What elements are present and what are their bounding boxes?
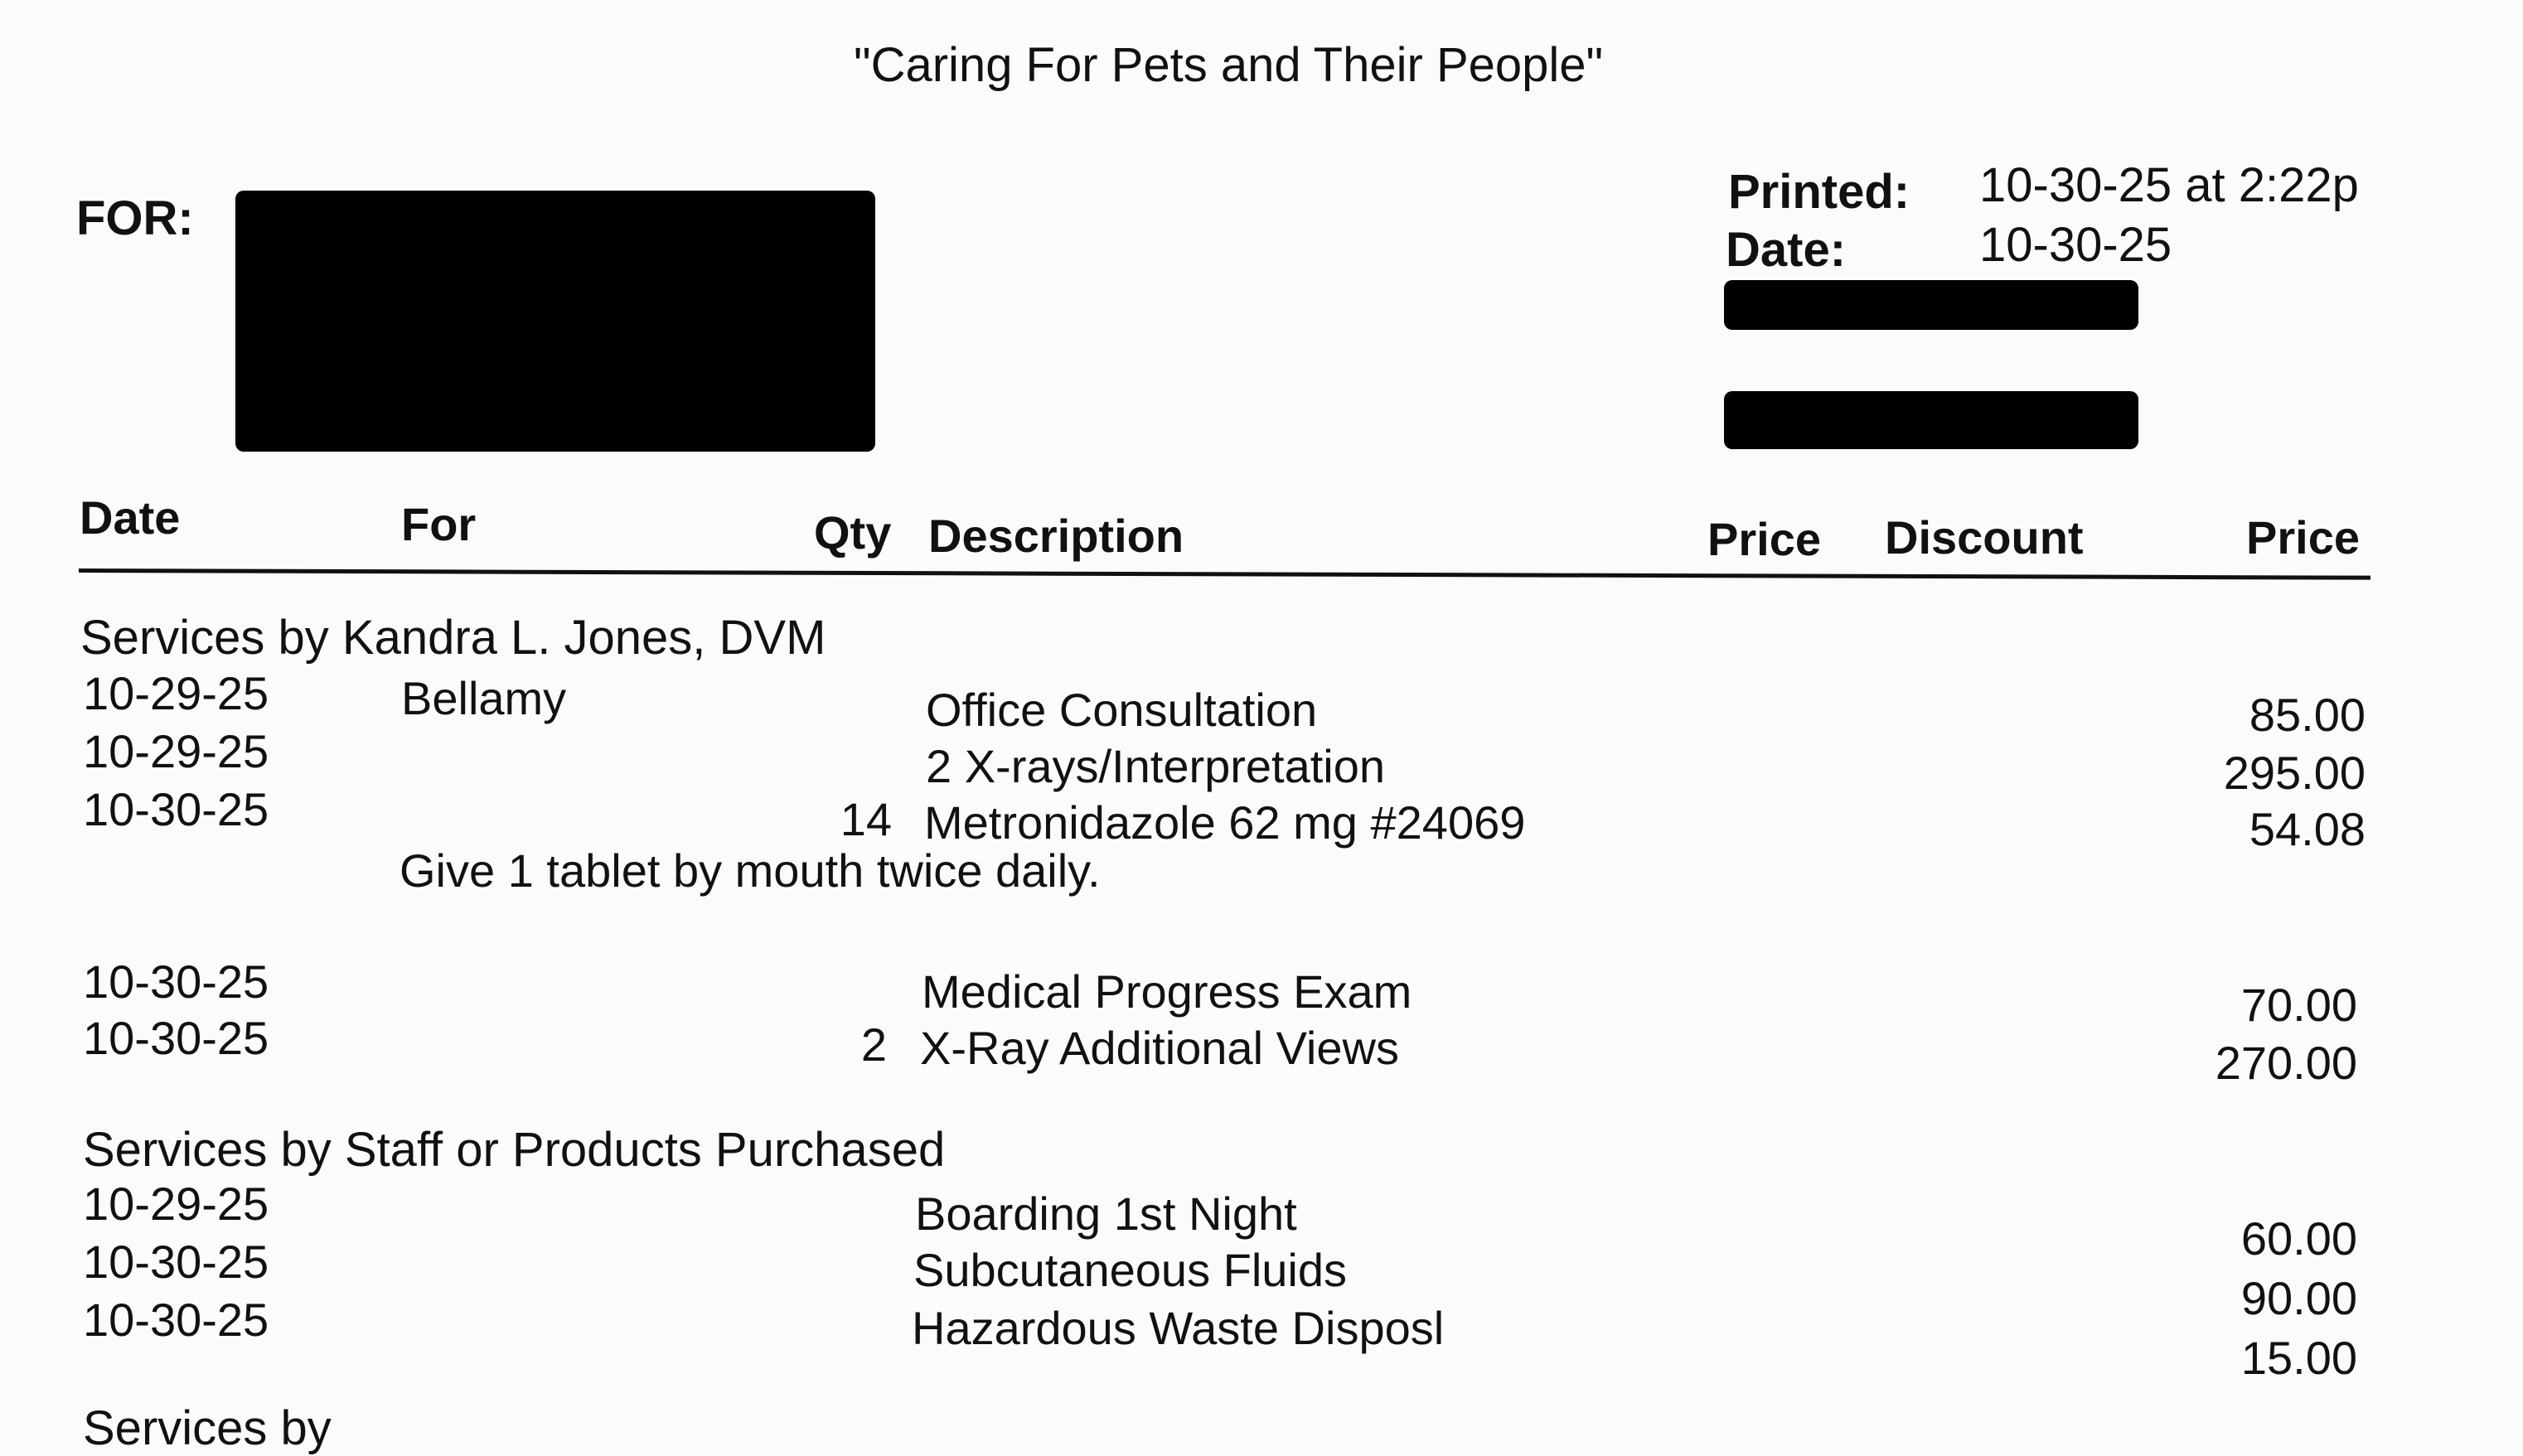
row-amount: 85.00 [2249,689,2366,741]
col-header-price: Price [1707,513,1821,565]
row-date: 10-30-25 [83,1236,269,1288]
printed-label: Printed: [1728,165,1910,219]
header-rule [79,568,2370,580]
row-amount: 90.00 [2240,1272,2357,1324]
row-description: X-Ray Additional Views [920,1022,1399,1074]
row-amount: 270.00 [2215,1037,2357,1089]
row-description: Subcutaneous Fluids [913,1244,1348,1296]
redacted-info-line-1 [1724,280,2138,330]
dosage-note: Give 1 tablet by mouth twice daily. [400,844,1101,897]
redacted-client-block [235,191,875,452]
section-title-vet: Services by Kandra L. Jones, DVM [80,611,826,665]
row-date: 10-29-25 [83,667,269,719]
row-description: 2 X-rays/Interpretation [926,740,1386,792]
col-header-qty: Qty [814,506,892,559]
clinic-tagline: "Caring For Pets and Their People" [854,38,1604,92]
section-title-staff: Services by Staff or Products Purchased [83,1123,946,1177]
date-label: Date: [1726,223,1847,277]
row-date: 10-29-25 [83,725,269,777]
row-qty: 2 [860,1018,887,1071]
row-description: Office Consultation [926,684,1318,736]
row-amount: 60.00 [2240,1212,2357,1265]
section-title-cut-off: Services by [83,1401,332,1455]
row-description: Medical Progress Exam [922,965,1412,1018]
col-header-total-price: Price [2246,511,2360,564]
row-amount: 15.00 [2240,1332,2357,1384]
col-header-date: Date [80,491,181,544]
row-date: 10-30-25 [83,1012,269,1064]
row-amount: 54.08 [2249,803,2366,855]
for-label: FOR: [76,191,194,245]
row-description: Boarding 1st Night [915,1188,1297,1240]
printed-value: 10-30-25 at 2:22p [1979,158,2359,212]
date-value: 10-30-25 [1979,218,2172,272]
row-amount: 70.00 [2240,979,2357,1031]
row-qty: 14 [840,793,892,845]
row-amount: 295.00 [2223,747,2366,799]
row-patient: Bellamy [401,672,567,724]
row-description: Hazardous Waste Disposl [912,1302,1445,1354]
col-header-description: Description [928,510,1184,562]
row-date: 10-30-25 [83,955,269,1008]
col-header-for: For [401,498,477,550]
col-header-discount: Discount [1885,511,2084,564]
row-date: 10-30-25 [83,1294,269,1346]
redacted-info-line-2 [1724,391,2138,449]
row-description: Metronidazole 62 mg #24069 [924,796,1526,849]
row-date: 10-30-25 [83,783,269,835]
row-date: 10-29-25 [83,1178,269,1230]
